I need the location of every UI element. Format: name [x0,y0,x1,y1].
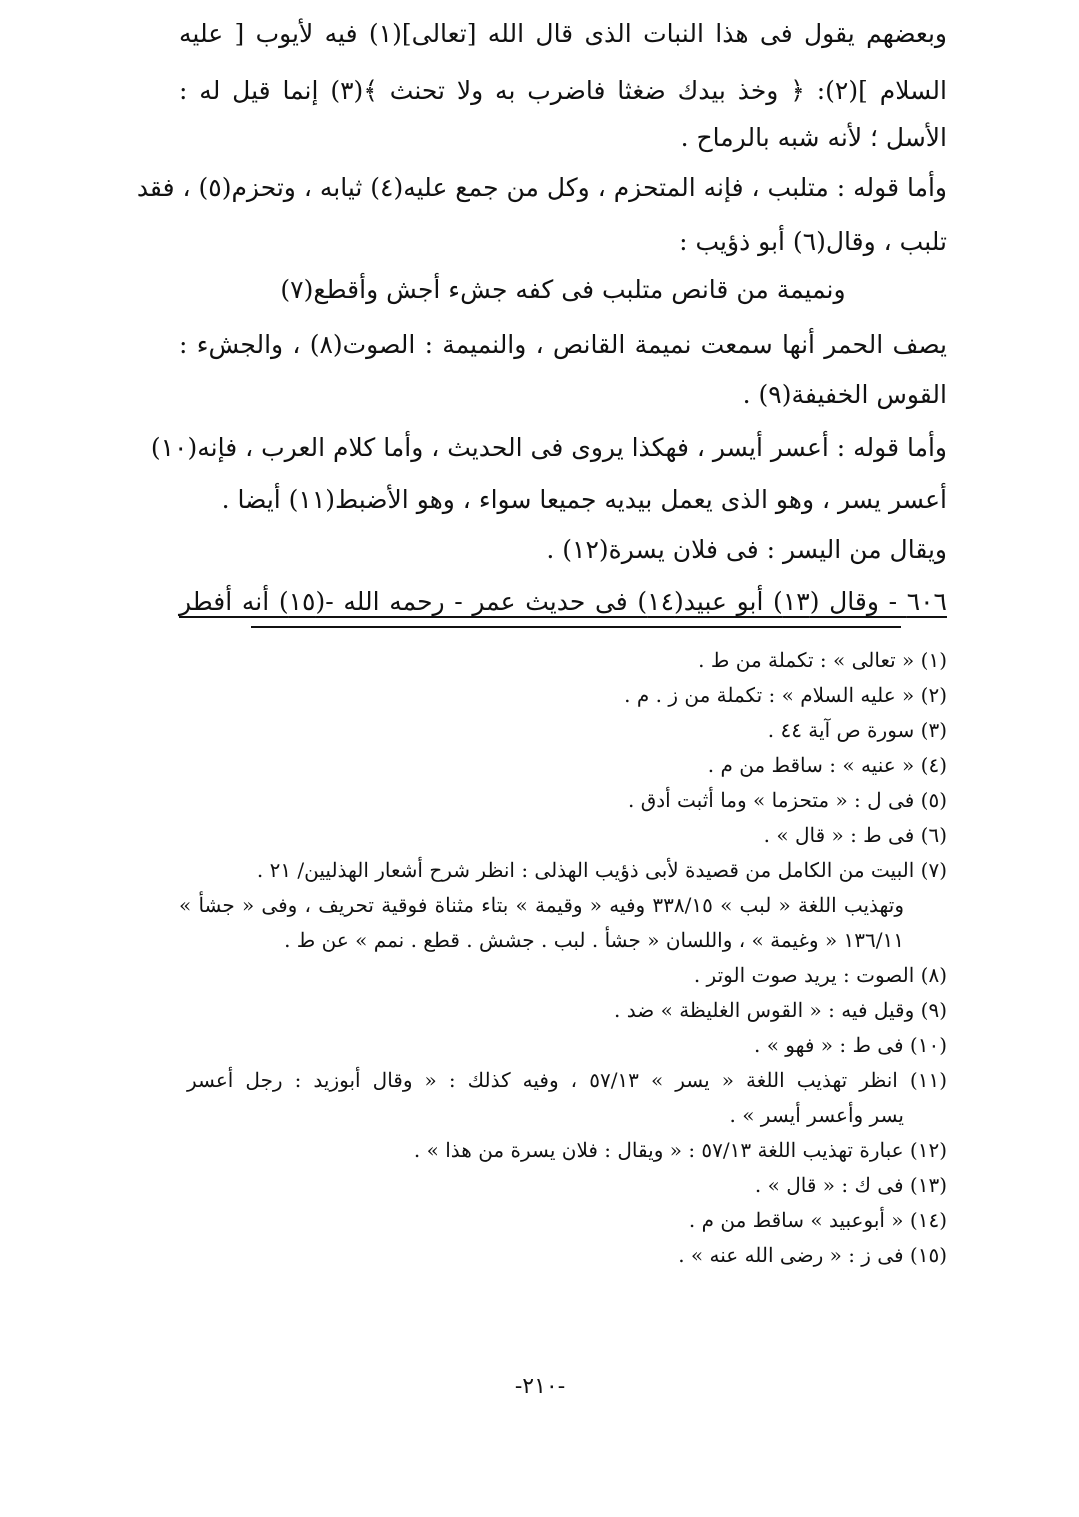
footnote: (٧) البيت من الكامل من قصيدة لأبى ذؤيب الهذلى : انظر شرح أشعار الهذليين/ ٢١ . [256,858,947,882]
footnote: (١٢) عبارة تهذيب اللغة ٥٧/١٣ : « ويقال : فلان يسرة من هذا » . [413,1138,947,1162]
body-line: تلبب ، وقال(٦) أبو ذؤيب : [679,227,947,256]
footnote: (١٣) فى ك : « قال » . [754,1173,947,1197]
body-line: يصف الحمر أنها سمعت نميمة القانص ، والنميمة : الصوت(٨) ، والجشء : [179,330,947,359]
footnote-continuation: وتهذيب اللغة « لبب » ٣٣٨/١٥ وفيه « وقيمة » بتاء مثناة فوقية تحريف ، وفى « جشأ » [179,893,904,917]
footnote: (٥) فى ل : « متحزما » وما أثبت أدق . [627,788,947,812]
verse-line: ونميمة من قانص متلبب فى كفه جشء أجش وأقطع(٧) [280,275,846,304]
body-line: الأسل ؛ لأنه شبه بالرماح . [680,123,947,152]
body-line: وأما قوله : متلبب ، فإنه المتحزم ، وكل من جمع عليه(٤) ثيابه ، وتحزم(٥) ، فقد [136,173,947,202]
body-line: وبعضهم يقول فى هذا النبات الذى قال الله [تعالى](١) فيه لأيوب [ عليه [179,19,947,48]
page-number: -٢١٠- [514,1374,566,1399]
footnote: (١٤) « أبوعبيد » ساقط من م . [688,1208,947,1232]
body-line: القوس الخفيفة(٩) . [742,380,947,409]
body-line: ٦٠٦ - وقال (١٣) أبو عبيد(١٤) فى حديث عمر - رحمه الله -(١٥) أنه أفطر [179,587,947,616]
footnote: (٩) وقيل فيه : « القوس الغليظة » ضد . [614,998,947,1022]
footnote-continuation: يسر وأعسر أيسر » . [729,1103,904,1127]
footnote: (١) « تعالى » : تكملة من ط . [698,648,947,672]
body-line: وأما قوله : أعسر أيسر ، فهكذا يروى فى الحديث ، وأما كلام العرب ، فإنه(١٠) [150,433,947,462]
footnote: (٣) سورة ص آية ٤٤ . [767,718,947,742]
body-line: ويقال من اليسر : فى فلان يسرة(١٢) . [546,535,947,564]
footnote-separator [251,626,901,628]
footnote: (٢) « عليه السلام » : تكملة من ز . م . [624,683,947,707]
footnote: (١١) انظر تهذيب اللغة « يسر » ٥٧/١٣ ، وفيه كذلك : « وقال أبوزيد : رجل أعسر [187,1068,947,1092]
footnote: (١٠) فى ط : « فهو » . [753,1033,947,1057]
body-line: أعسر يسر ، وهو الذى يعمل بيديه جميعا سواء ، وهو الأضبط(١١) أيضا . [221,485,947,514]
footnote-continuation: ١٣٦/١١ « وغيمة » ، واللسان « جشأ . لبب . جشش . قطع . نمم » عن ط . [284,928,904,952]
body-line: السلام ](٢): ﴿ وخذ بيدك ضغثا فاضرب به ولا تحنث ﴾(٣) إنما قيل له : [179,76,947,105]
footnote: (٨) الصوت : يريد صوت الوتر . [693,963,947,987]
footnote: (١٥) فى ز : « رضى الله عنه » . [678,1243,947,1267]
footnote: (٤) « عنيه » : ساقط من م . [707,753,947,777]
footnote: (٦) فى ط : « قال » . [763,823,947,847]
